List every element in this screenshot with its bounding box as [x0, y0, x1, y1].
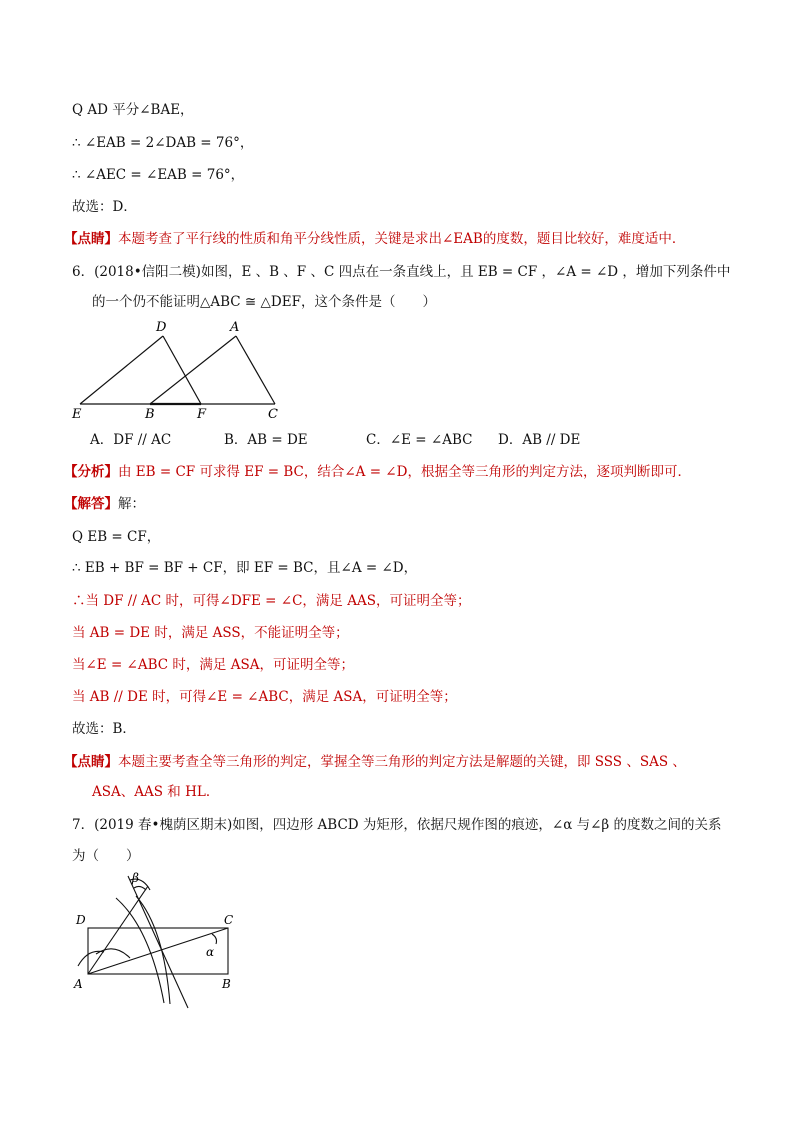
label-e: E	[72, 407, 82, 422]
label-f: F	[197, 407, 207, 422]
construction-arc	[116, 898, 164, 1003]
solution-line: ∴ ∠AEC = ∠EAB = 76°，	[72, 167, 245, 183]
comment-tag: 【点睛】	[64, 231, 118, 247]
label-d: D	[156, 320, 167, 335]
solution-line: Q AD 平分∠BAE，	[72, 102, 194, 118]
analysis-line	[64, 462, 691, 482]
comment-line	[64, 229, 685, 249]
construction-arc	[78, 951, 104, 966]
analysis-text: 由 EB = CF 可求得 EF = BC，结合∠A = ∠D，根据全等三角形的判定方法，逐项判断即可．	[118, 464, 691, 480]
angle-alpha-arc	[212, 934, 217, 944]
solution-line: 故选：D．	[72, 199, 137, 215]
analysis-tag: 【分析】	[64, 464, 118, 480]
label-d: D	[76, 913, 86, 927]
solution-line: ∴ ∠EAB = 2∠DAB = 76°，	[72, 135, 254, 151]
solution-line: 当 AB = DE 时，满足 ASS，不能证明全等；	[72, 625, 349, 641]
option-d[interactable]: D．AB // DE	[498, 432, 581, 448]
option-a[interactable]: A．DF // AC	[90, 432, 172, 448]
q7-figure	[70, 868, 250, 1018]
solution-line: 当∠E = ∠ABC 时，满足 ASA，可证明全等；	[72, 657, 354, 673]
comment-line	[64, 752, 686, 772]
perpendicular-bisector	[128, 876, 188, 1008]
solution-line: 故选：B．	[72, 721, 136, 737]
label-c: C	[224, 913, 234, 927]
q6-figure	[70, 316, 300, 426]
label-b: B	[145, 407, 155, 422]
answer-text: 解：	[118, 496, 145, 512]
construction-arc	[96, 949, 130, 958]
question-7-stem-cont: 为（ ）	[72, 848, 140, 864]
comment-tag: 【点睛】	[64, 754, 118, 770]
construction-arc	[136, 896, 170, 1004]
comment-text: 本题考查了平行线的性质和角平分线性质，关键是求出∠EAB的度数，题目比较好，难度适中．	[118, 231, 686, 247]
answer-tag: 【解答】	[64, 496, 118, 512]
question-6-stem: 6．(2018•信阳二模)如图，E 、B 、F 、C 四点在一条直线上，且 EB = CF ，∠A = ∠D ，增加下列条件中	[72, 264, 731, 280]
segment-a-c	[236, 336, 275, 404]
option-c[interactable]: C．∠E = ∠ABC	[366, 432, 473, 448]
label-a: A	[74, 977, 83, 991]
option-b[interactable]: B．AB = DE	[224, 432, 308, 448]
comment-text: 本题主要考查全等三角形的判定，掌握全等三角形的判定方法是解题的关键，即 SSS 、SAS 、	[118, 754, 686, 770]
label-beta: β	[132, 871, 139, 885]
comment-line-cont: ASA、AAS 和 HL．	[92, 784, 220, 800]
label-alpha: α	[206, 945, 215, 959]
label-c: C	[268, 407, 278, 422]
answer-line	[64, 494, 145, 514]
solution-line: ∴ EB + BF = BF + CF，即 EF = BC，且∠A = ∠D，	[72, 560, 418, 576]
angle-beta-arc	[134, 886, 146, 890]
question-6-stem-cont: 的一个仍不能证明△ABC ≅ △DEF，这个条件是（ ）	[92, 294, 436, 310]
label-b: B	[222, 977, 231, 991]
solution-line: Q EB = CF，	[72, 529, 161, 545]
solution-line: 当 AB // DE 时，可得∠E = ∠ABC，满足 ASA，可证明全等；	[72, 689, 457, 705]
label-a: A	[230, 320, 240, 335]
segment-d-e	[80, 336, 163, 404]
solution-line: ∴当 DF // AC 时，可得∠DFE = ∠C，满足 AAS，可证明全等；	[72, 593, 471, 609]
segment-d-f	[163, 336, 201, 404]
question-7-stem: 7．(2019 春•槐荫区期末)如图，四边形 ABCD 为矩形，依据尺规作图的痕迹，∠α 与∠β 的度数之间的关系	[72, 817, 722, 833]
segment-a-b	[150, 336, 236, 404]
